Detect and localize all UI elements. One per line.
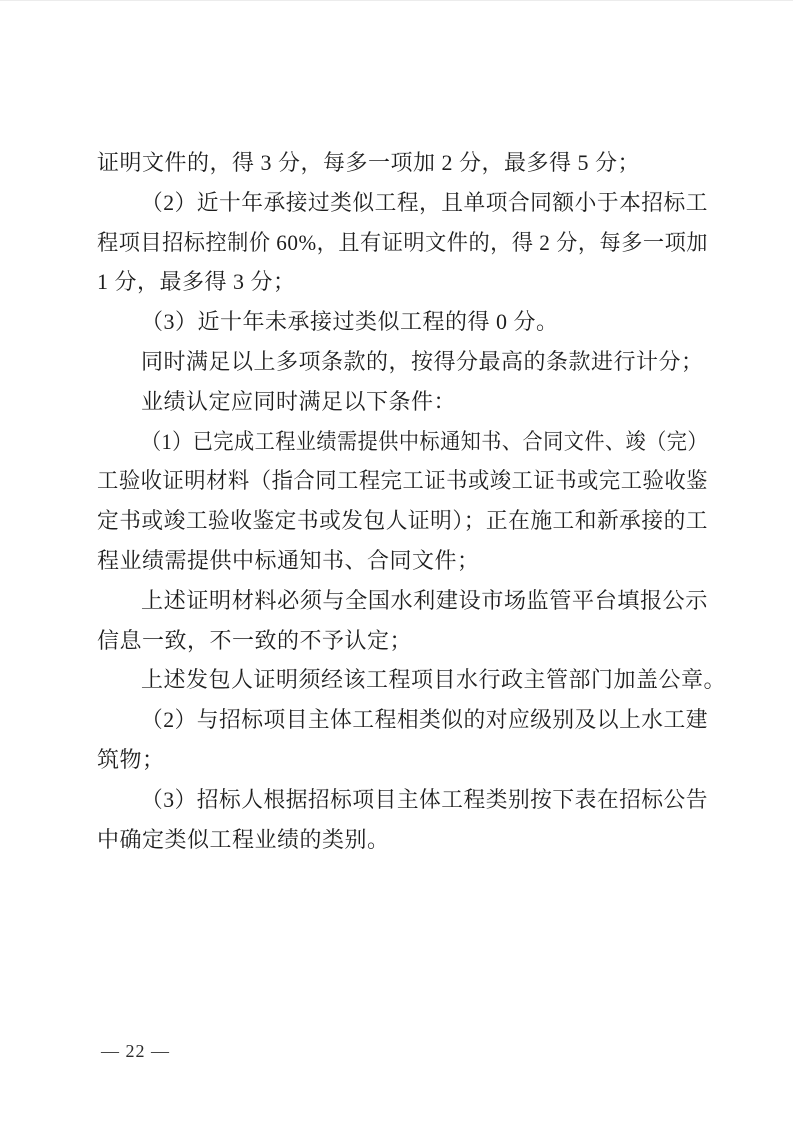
text-line: 同时满足以上多项条款的，按得分最高的条款进行计分； <box>141 348 704 374</box>
page-number: — 22 — <box>101 1041 170 1061</box>
text-line: 上述证明材料必须与全国水利建设市场监管平台填报公示 <box>141 587 708 613</box>
text-line: （1）已完成工程业绩需提供中标通知书、合同文件、竣（完） <box>141 428 708 454</box>
text-line: （3）近十年未承接过类似工程的得 0 分。 <box>141 309 559 335</box>
text-line: 上述发包人证明须经该工程项目水行政主管部门加盖公章。 <box>141 667 727 693</box>
text-line: 1 分，最多得 3 分； <box>97 269 296 295</box>
text-line: 证明文件的，得 3 分，每多一项加 2 分，最多得 5 分； <box>97 150 641 175</box>
text-line: 筑物； <box>97 746 165 772</box>
text-line: 信息一致，不一致的不予认定； <box>97 627 413 653</box>
text-line: （2）与招标项目主体工程相类似的对应级别及以上水工建 <box>141 707 708 733</box>
text-line: 工验收证明材料（指合同工程完工证书或竣工证书或完工验收鉴 <box>97 468 708 494</box>
text-line: （2）近十年承接过类似工程，且单项合同额小于本招标工 <box>141 189 708 215</box>
body-text <box>97 143 727 859</box>
text-line: （3）招标人根据招标项目主体工程类别按下表在招标公告 <box>141 786 708 812</box>
text-line: 定书或竣工验收鉴定书或发包人证明）；正在施工和新承接的工 <box>97 508 708 534</box>
text-line: 程业绩需提供中标通知书、合同文件； <box>97 547 480 573</box>
text-line: 程项目招标控制价 60%，且有证明文件的，得 2 分，每多一项加 <box>97 229 708 255</box>
text-line: 中确定类似工程业绩的类别。 <box>97 826 390 852</box>
text-line: 业绩认定应同时满足以下条件： <box>141 388 457 414</box>
